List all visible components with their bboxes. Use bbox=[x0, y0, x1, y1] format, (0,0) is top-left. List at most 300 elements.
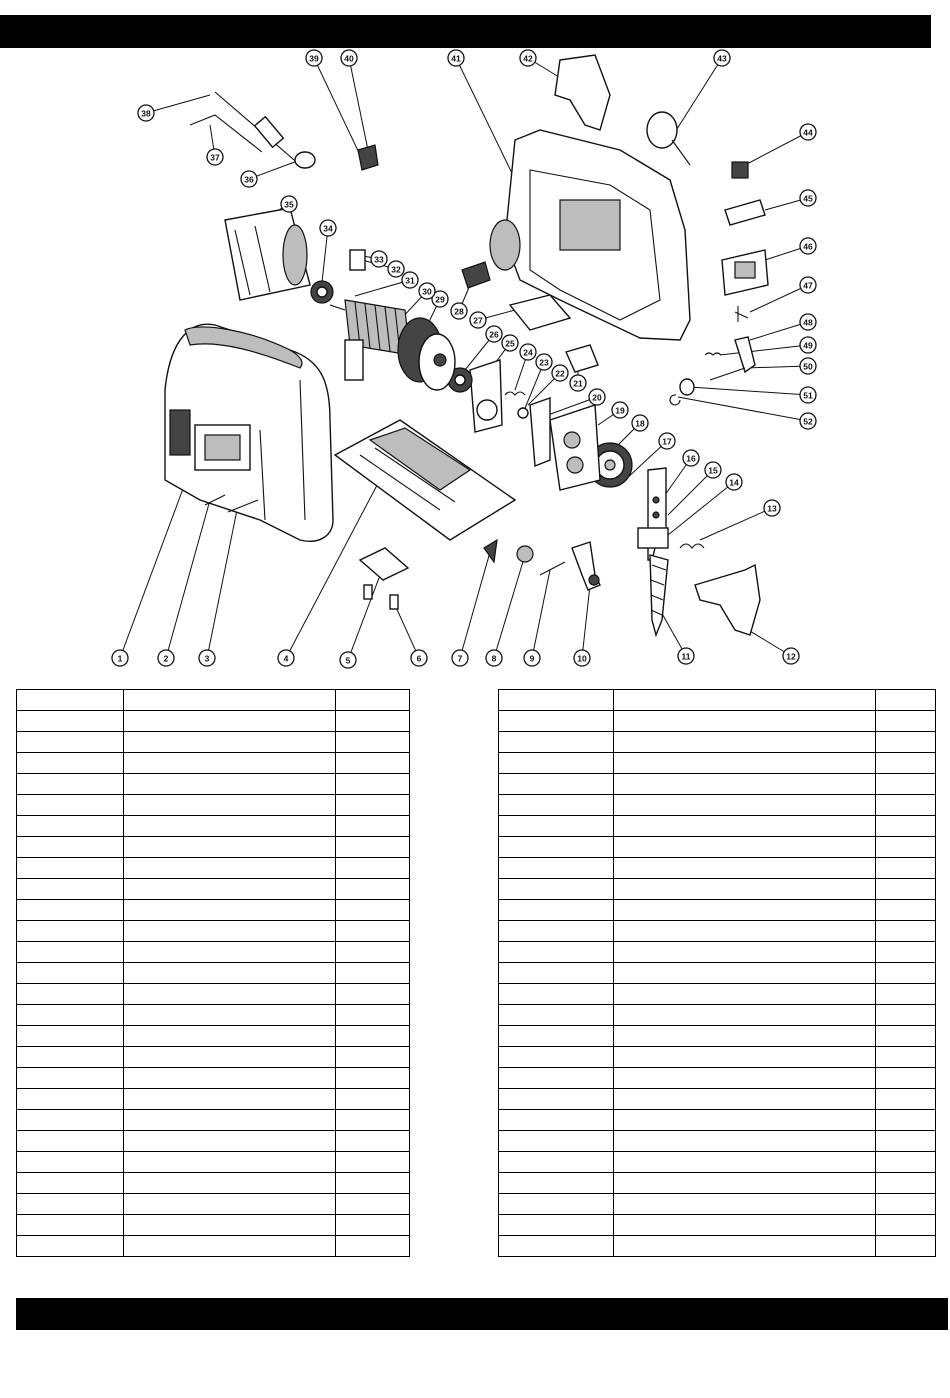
part-callout-33 bbox=[371, 251, 387, 267]
description-cell bbox=[614, 1194, 876, 1215]
qty-cell bbox=[336, 963, 410, 984]
part-no-cell bbox=[499, 984, 614, 1005]
part-callout-49 bbox=[800, 337, 816, 353]
table-row bbox=[499, 879, 936, 900]
table-row bbox=[499, 1026, 936, 1047]
leader-line-38 bbox=[146, 95, 210, 113]
part-no-cell bbox=[17, 1152, 124, 1173]
part-callout-18 bbox=[632, 415, 648, 431]
description-cell bbox=[614, 711, 876, 732]
table-row bbox=[499, 690, 936, 711]
part-callout-50 bbox=[800, 358, 816, 374]
description-cell bbox=[614, 774, 876, 795]
qty-cell bbox=[876, 795, 936, 816]
table-row bbox=[499, 1005, 936, 1026]
description-cell bbox=[614, 1026, 876, 1047]
table-row bbox=[17, 921, 410, 942]
description-cell bbox=[124, 1194, 336, 1215]
part-callout-23 bbox=[536, 354, 552, 370]
description-cell bbox=[614, 1005, 876, 1026]
table-row bbox=[499, 1152, 936, 1173]
part-no-cell bbox=[499, 1005, 614, 1026]
part-callout-25 bbox=[502, 335, 518, 351]
qty-cell bbox=[876, 1068, 936, 1089]
description-cell bbox=[614, 1047, 876, 1068]
qty-cell bbox=[876, 711, 936, 732]
part-number-label: 1 bbox=[117, 653, 123, 664]
description-cell bbox=[614, 942, 876, 963]
qty-cell bbox=[336, 921, 410, 942]
exploded-parts-diagram bbox=[100, 48, 820, 678]
table-row bbox=[499, 1047, 936, 1068]
table-row bbox=[499, 711, 936, 732]
footer-bar bbox=[16, 1298, 948, 1330]
part-number-label: 18 bbox=[635, 418, 645, 429]
qty-cell bbox=[336, 1131, 410, 1152]
part-number-label: 16 bbox=[686, 453, 696, 464]
part-callout-14 bbox=[726, 474, 742, 490]
part-callout-10 bbox=[574, 650, 590, 666]
description-cell bbox=[614, 921, 876, 942]
description-cell bbox=[614, 900, 876, 921]
part-number-label: 2 bbox=[163, 653, 169, 664]
leader-line-14 bbox=[668, 482, 734, 535]
part-callout-22 bbox=[552, 365, 568, 381]
part-number-label: 10 bbox=[577, 653, 587, 664]
part-no-cell bbox=[499, 1068, 614, 1089]
description-cell bbox=[614, 1131, 876, 1152]
description-cell bbox=[124, 963, 336, 984]
part-number-label: 3 bbox=[204, 653, 210, 664]
part-callout-31 bbox=[402, 272, 418, 288]
leader-line-52 bbox=[678, 397, 808, 421]
description-cell bbox=[124, 1026, 336, 1047]
part-no-cell bbox=[499, 837, 614, 858]
leader-line-40 bbox=[349, 58, 368, 150]
qty-cell bbox=[876, 1152, 936, 1173]
part-no-cell bbox=[499, 900, 614, 921]
part-callout-36 bbox=[241, 171, 257, 187]
part-callout-13 bbox=[764, 500, 780, 516]
part-no-cell bbox=[499, 1236, 614, 1257]
table-row bbox=[499, 816, 936, 837]
part-number-label: 13 bbox=[767, 503, 777, 514]
qty-cell bbox=[876, 732, 936, 753]
qty-cell bbox=[336, 900, 410, 921]
part-number-label: 26 bbox=[489, 329, 499, 340]
part-callout-16 bbox=[683, 450, 699, 466]
qty-cell bbox=[876, 690, 936, 711]
description-cell bbox=[124, 690, 336, 711]
qty-cell bbox=[336, 984, 410, 1005]
part-callout-39 bbox=[306, 50, 322, 66]
table-row bbox=[17, 1215, 410, 1236]
table-row bbox=[17, 1194, 410, 1215]
leader-line-7 bbox=[460, 552, 490, 658]
qty-cell bbox=[336, 795, 410, 816]
description-cell bbox=[614, 837, 876, 858]
description-cell bbox=[124, 711, 336, 732]
description-cell bbox=[614, 1215, 876, 1236]
part-number-label: 7 bbox=[457, 653, 463, 664]
table-row bbox=[499, 1110, 936, 1131]
qty-cell bbox=[336, 1215, 410, 1236]
description-cell bbox=[124, 774, 336, 795]
table-row bbox=[17, 816, 410, 837]
table-row bbox=[499, 921, 936, 942]
table-row bbox=[499, 1089, 936, 1110]
part-callout-4 bbox=[278, 650, 294, 666]
table-row bbox=[17, 942, 410, 963]
description-cell bbox=[124, 984, 336, 1005]
part-number-label: 5 bbox=[345, 655, 351, 666]
table-row bbox=[499, 1068, 936, 1089]
part-no-cell bbox=[17, 1194, 124, 1215]
table-row bbox=[17, 711, 410, 732]
part-callout-51 bbox=[800, 387, 816, 403]
qty-cell bbox=[336, 1236, 410, 1257]
part-number-label: 34 bbox=[323, 223, 333, 234]
table-row bbox=[17, 690, 410, 711]
qty-cell bbox=[876, 921, 936, 942]
parts-table-left bbox=[16, 689, 410, 1257]
leader-line-47 bbox=[750, 285, 808, 312]
part-number-label: 32 bbox=[391, 264, 401, 275]
description-cell bbox=[614, 879, 876, 900]
part-no-cell bbox=[499, 942, 614, 963]
part-no-cell bbox=[499, 1131, 614, 1152]
part-no-cell bbox=[499, 1152, 614, 1173]
part-number-label: 52 bbox=[803, 416, 813, 427]
part-number-label: 51 bbox=[803, 390, 813, 401]
part-number-label: 4 bbox=[283, 653, 289, 664]
part-number-label: 27 bbox=[473, 315, 483, 326]
qty-cell bbox=[336, 732, 410, 753]
description-cell bbox=[124, 1047, 336, 1068]
description-cell bbox=[614, 1068, 876, 1089]
qty-cell bbox=[336, 774, 410, 795]
description-cell bbox=[124, 1005, 336, 1026]
parts-table-right bbox=[498, 689, 936, 1257]
qty-cell bbox=[876, 1047, 936, 1068]
table-row bbox=[499, 963, 936, 984]
description-cell bbox=[614, 1089, 876, 1110]
description-cell bbox=[124, 1110, 336, 1131]
part-number-label: 40 bbox=[344, 53, 354, 64]
part-no-cell bbox=[499, 1026, 614, 1047]
part-callout-24 bbox=[520, 344, 536, 360]
part-callout-30 bbox=[419, 283, 435, 299]
part-number-label: 46 bbox=[803, 241, 813, 252]
part-number-label: 41 bbox=[451, 53, 461, 64]
description-cell bbox=[614, 963, 876, 984]
part-no-cell bbox=[499, 1089, 614, 1110]
part-no-cell bbox=[17, 921, 124, 942]
part-no-cell bbox=[499, 711, 614, 732]
part-no-cell bbox=[17, 837, 124, 858]
part-number-label: 42 bbox=[523, 53, 533, 64]
leader-line-48 bbox=[750, 322, 808, 340]
qty-cell bbox=[336, 1005, 410, 1026]
description-cell bbox=[124, 1089, 336, 1110]
table-row bbox=[499, 1173, 936, 1194]
part-no-cell bbox=[17, 1236, 124, 1257]
part-no-cell bbox=[17, 1110, 124, 1131]
qty-cell bbox=[876, 900, 936, 921]
table-row bbox=[17, 1110, 410, 1131]
part-number-label: 38 bbox=[141, 108, 151, 119]
description-cell bbox=[124, 1068, 336, 1089]
table-row bbox=[17, 1131, 410, 1152]
description-cell bbox=[124, 942, 336, 963]
part-no-cell bbox=[17, 1068, 124, 1089]
part-no-cell bbox=[17, 816, 124, 837]
part-number-label: 17 bbox=[662, 436, 672, 447]
description-cell bbox=[124, 858, 336, 879]
description-cell bbox=[614, 984, 876, 1005]
part-callout-46 bbox=[800, 238, 816, 254]
description-cell bbox=[124, 1215, 336, 1236]
table-row bbox=[17, 1005, 410, 1026]
part-callout-40 bbox=[341, 50, 357, 66]
part-number-label: 24 bbox=[523, 347, 533, 358]
part-no-cell bbox=[499, 816, 614, 837]
table-row bbox=[17, 753, 410, 774]
qty-cell bbox=[876, 1131, 936, 1152]
part-callout-45 bbox=[800, 190, 816, 206]
part-no-cell bbox=[17, 1089, 124, 1110]
part-callout-1 bbox=[112, 650, 128, 666]
description-cell bbox=[124, 837, 336, 858]
qty-cell bbox=[876, 837, 936, 858]
table-row bbox=[17, 774, 410, 795]
part-callout-9 bbox=[524, 650, 540, 666]
leader-line-15 bbox=[668, 470, 713, 515]
part-drawings bbox=[165, 55, 768, 635]
part-callout-12 bbox=[783, 648, 799, 664]
qty-cell bbox=[876, 1173, 936, 1194]
qty-cell bbox=[336, 837, 410, 858]
description-cell bbox=[124, 1152, 336, 1173]
part-no-cell bbox=[499, 1047, 614, 1068]
leader-line-51 bbox=[690, 387, 808, 395]
part-no-cell bbox=[499, 921, 614, 942]
table-row bbox=[17, 732, 410, 753]
qty-cell bbox=[336, 942, 410, 963]
description-cell bbox=[124, 1236, 336, 1257]
leader-line-10 bbox=[582, 585, 590, 658]
part-number-label: 11 bbox=[681, 651, 691, 662]
qty-cell bbox=[876, 1194, 936, 1215]
part-no-cell bbox=[17, 900, 124, 921]
description-cell bbox=[614, 1236, 876, 1257]
part-callout-48 bbox=[800, 314, 816, 330]
table-row bbox=[499, 774, 936, 795]
part-callout-34 bbox=[320, 220, 336, 236]
part-no-cell bbox=[499, 795, 614, 816]
part-no-cell bbox=[17, 711, 124, 732]
part-callout-42 bbox=[520, 50, 536, 66]
table-row bbox=[17, 1068, 410, 1089]
table-row bbox=[499, 753, 936, 774]
table-row bbox=[499, 837, 936, 858]
part-no-cell bbox=[499, 1173, 614, 1194]
part-number-label: 29 bbox=[435, 294, 445, 305]
description-cell bbox=[614, 795, 876, 816]
qty-cell bbox=[336, 711, 410, 732]
part-number-label: 14 bbox=[729, 477, 739, 488]
part-callout-15 bbox=[705, 462, 721, 478]
part-no-cell bbox=[17, 1173, 124, 1194]
part-number-label: 35 bbox=[284, 199, 294, 210]
part-no-cell bbox=[17, 753, 124, 774]
part-number-label: 39 bbox=[309, 53, 319, 64]
table-row bbox=[499, 942, 936, 963]
part-callout-32 bbox=[388, 261, 404, 277]
part-callout-43 bbox=[714, 50, 730, 66]
leader-line-49 bbox=[720, 345, 808, 355]
qty-cell bbox=[336, 1089, 410, 1110]
qty-cell bbox=[336, 690, 410, 711]
description-cell bbox=[614, 1110, 876, 1131]
part-no-cell bbox=[499, 753, 614, 774]
part-number-label: 43 bbox=[717, 53, 727, 64]
part-no-cell bbox=[17, 984, 124, 1005]
leader-line-50 bbox=[745, 366, 808, 368]
leader-line-44 bbox=[745, 132, 808, 165]
qty-cell bbox=[336, 1110, 410, 1131]
part-no-cell bbox=[17, 1026, 124, 1047]
part-number-label: 31 bbox=[405, 275, 415, 286]
qty-cell bbox=[876, 858, 936, 879]
part-number-label: 28 bbox=[454, 306, 464, 317]
table-row bbox=[17, 984, 410, 1005]
part-no-cell bbox=[17, 1005, 124, 1026]
part-no-cell bbox=[17, 942, 124, 963]
part-no-cell bbox=[499, 1215, 614, 1236]
table-row bbox=[17, 1047, 410, 1068]
leader-line-6 bbox=[395, 605, 419, 658]
part-no-cell bbox=[499, 1110, 614, 1131]
qty-cell bbox=[336, 1026, 410, 1047]
table-row bbox=[499, 858, 936, 879]
qty-cell bbox=[876, 942, 936, 963]
qty-cell bbox=[336, 1194, 410, 1215]
part-no-cell bbox=[499, 690, 614, 711]
part-callout-8 bbox=[486, 650, 502, 666]
description-cell bbox=[614, 753, 876, 774]
part-callout-44 bbox=[800, 124, 816, 140]
part-no-cell bbox=[17, 1131, 124, 1152]
part-number-label: 9 bbox=[529, 653, 535, 664]
leader-line-43 bbox=[670, 58, 722, 140]
part-callout-5 bbox=[340, 652, 356, 668]
part-number-label: 6 bbox=[416, 653, 422, 664]
table-row bbox=[499, 1194, 936, 1215]
qty-cell bbox=[336, 753, 410, 774]
description-cell bbox=[124, 900, 336, 921]
part-callout-17 bbox=[659, 433, 675, 449]
part-no-cell bbox=[499, 858, 614, 879]
leader-line-5 bbox=[348, 570, 382, 660]
table-row bbox=[17, 1152, 410, 1173]
qty-cell bbox=[876, 879, 936, 900]
table-row bbox=[499, 795, 936, 816]
part-number-label: 20 bbox=[592, 392, 602, 403]
part-no-cell bbox=[17, 795, 124, 816]
qty-cell bbox=[876, 1236, 936, 1257]
part-callout-37 bbox=[207, 149, 223, 165]
part-callout-21 bbox=[570, 375, 586, 391]
table-row bbox=[17, 1236, 410, 1257]
description-cell bbox=[614, 690, 876, 711]
table-row bbox=[499, 732, 936, 753]
leader-line-39 bbox=[314, 58, 360, 155]
qty-cell bbox=[876, 753, 936, 774]
qty-cell bbox=[336, 1047, 410, 1068]
part-no-cell bbox=[17, 879, 124, 900]
description-cell bbox=[614, 1152, 876, 1173]
part-callout-19 bbox=[612, 402, 628, 418]
part-callout-38 bbox=[138, 105, 154, 121]
table-row bbox=[17, 879, 410, 900]
part-number-label: 30 bbox=[422, 286, 432, 297]
part-no-cell bbox=[499, 1194, 614, 1215]
description-cell bbox=[614, 1173, 876, 1194]
part-number-label: 44 bbox=[803, 127, 813, 138]
part-number-label: 8 bbox=[491, 653, 497, 664]
part-callout-52 bbox=[800, 413, 816, 429]
part-number-label: 33 bbox=[374, 254, 384, 265]
qty-cell bbox=[336, 858, 410, 879]
description-cell bbox=[614, 732, 876, 753]
part-callout-41 bbox=[448, 50, 464, 66]
qty-cell bbox=[336, 879, 410, 900]
part-no-cell bbox=[17, 690, 124, 711]
table-row bbox=[17, 858, 410, 879]
part-callout-27 bbox=[470, 312, 486, 328]
part-callout-26 bbox=[486, 326, 502, 342]
part-no-cell bbox=[17, 858, 124, 879]
qty-cell bbox=[876, 1110, 936, 1131]
leader-line-1 bbox=[120, 470, 190, 658]
table-row bbox=[17, 900, 410, 921]
header-bar bbox=[0, 15, 931, 48]
part-callout-20 bbox=[589, 389, 605, 405]
qty-cell bbox=[336, 1152, 410, 1173]
qty-cell bbox=[876, 1089, 936, 1110]
leader-line-8 bbox=[494, 555, 525, 658]
description-cell bbox=[124, 1173, 336, 1194]
part-number-label: 12 bbox=[786, 651, 796, 662]
description-cell bbox=[614, 816, 876, 837]
table-row bbox=[17, 1173, 410, 1194]
part-no-cell bbox=[17, 732, 124, 753]
part-number-label: 25 bbox=[505, 338, 515, 349]
part-number-label: 50 bbox=[803, 361, 813, 372]
part-number-label: 21 bbox=[573, 378, 583, 389]
part-callout-3 bbox=[199, 650, 215, 666]
part-no-cell bbox=[499, 732, 614, 753]
part-callout-28 bbox=[451, 303, 467, 319]
qty-cell bbox=[876, 1215, 936, 1236]
table-row bbox=[499, 1131, 936, 1152]
part-no-cell bbox=[499, 774, 614, 795]
part-no-cell bbox=[499, 963, 614, 984]
part-number-label: 15 bbox=[708, 465, 718, 476]
table-row bbox=[17, 1089, 410, 1110]
qty-cell bbox=[336, 816, 410, 837]
